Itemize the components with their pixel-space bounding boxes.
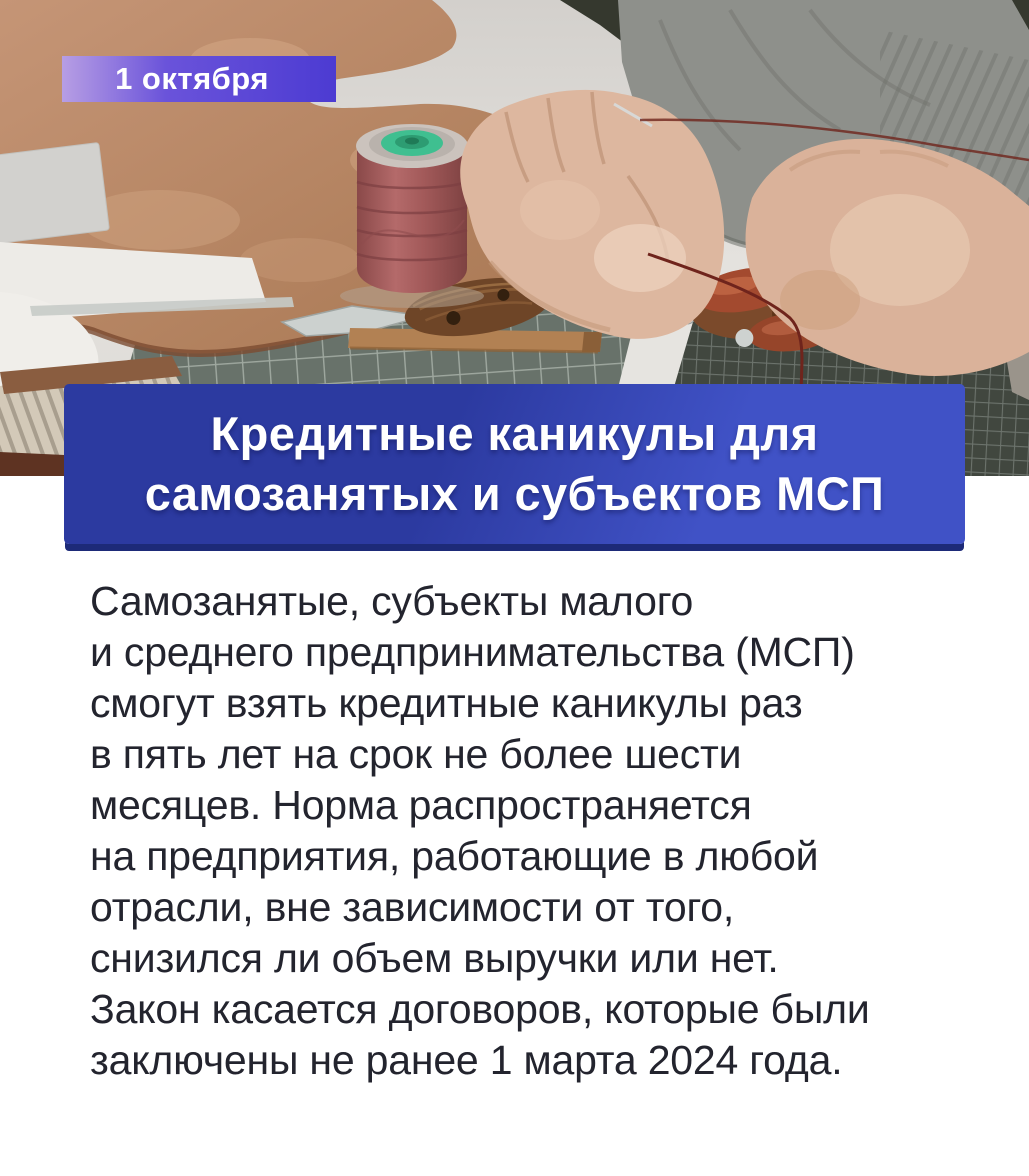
text-line: отрасли, вне зависимости от того, <box>90 884 735 930</box>
article-text <box>90 576 980 1086</box>
date-badge <box>62 56 336 102</box>
banner-title-line-2: самозанятых и субъектов МСП <box>144 467 885 520</box>
text-line: заключены не ранее 1 марта 2024 года. <box>90 1037 843 1083</box>
title-banner <box>64 384 965 544</box>
date-badge-label: 1 октября <box>115 61 269 96</box>
text-line: Самозанятые, субъекты малого <box>90 578 694 624</box>
text-line: снизился ли объем выручки или нет. <box>90 935 779 981</box>
text-line: смогут взять кредитные каникулы раз <box>90 680 803 726</box>
text-line: Закон касается договоров, которые были <box>90 986 870 1032</box>
text-line: в пять лет на срок не более шести <box>90 731 742 777</box>
text-line: на предприятия, работающие в любой <box>90 833 819 879</box>
banner-title-line-1: Кредитные каникулы для <box>210 407 819 460</box>
text-line: и среднего предпринимательства (МСП) <box>90 629 855 675</box>
text-line: месяцев. Норма распространяется <box>90 782 752 828</box>
